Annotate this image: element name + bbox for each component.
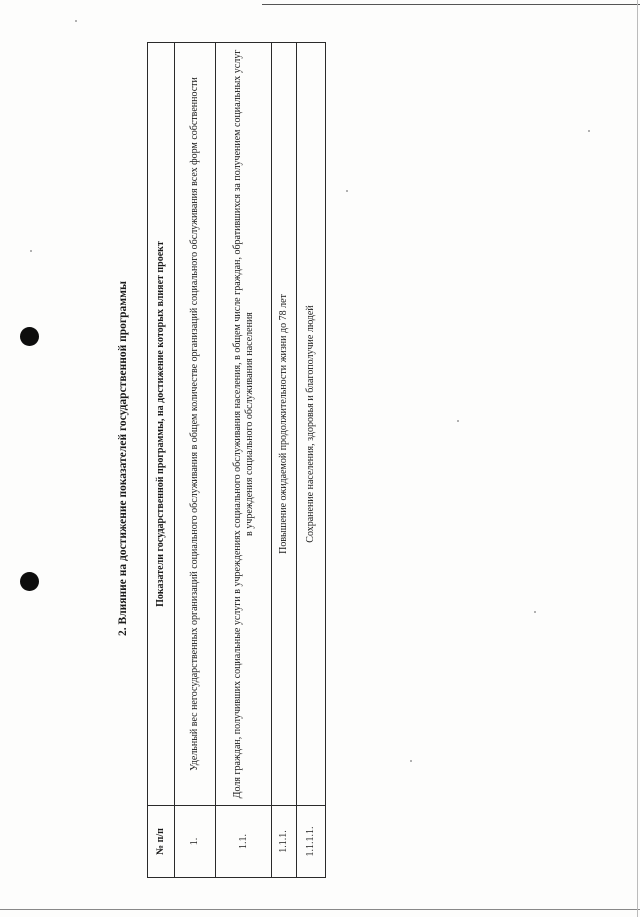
table-row — [175, 43, 216, 878]
scan-edge-right — [637, 0, 638, 917]
row-text: Сохранение населения, здоровья и благополучие людей — [297, 43, 326, 806]
scan-speck — [534, 611, 536, 613]
header-indicator: Показатели государственной программы, на достижение которых влияет проект — [148, 43, 175, 806]
table-row — [216, 43, 272, 878]
row-num: 1.1. — [216, 806, 272, 878]
table-row — [272, 43, 297, 878]
section-heading: 2. Влияние на достижение показателей государственной программы — [117, 281, 129, 636]
header-num: № п/п — [148, 806, 175, 878]
row-text: Доля граждан, получивших социальные услуги в учреждениях социального обслуживания населения, в общем числе граждан, обратившихся за получением социальных услуг в учреждения социального обслуживания населения — [216, 43, 272, 806]
scan-speck — [75, 20, 77, 22]
punch-hole — [20, 572, 39, 591]
row-num: 1.1.1. — [272, 806, 297, 878]
punch-hole — [20, 327, 39, 346]
scan-speck — [457, 420, 459, 422]
row-text: Удельный вес негосударственных организаций социального обслуживания в общем количестве организаций социального обслуживания всех форм собственности — [175, 43, 216, 806]
scan-edge-top — [262, 4, 640, 5]
scan-speck — [30, 250, 32, 252]
rotated-content — [112, 36, 327, 881]
row-text: Повышение ожидаемой продолжительности жизни до 78 лет — [272, 43, 297, 806]
scan-speck — [588, 130, 590, 132]
table-row — [297, 43, 326, 878]
table-header-row — [148, 43, 175, 878]
scan-speck — [346, 190, 348, 192]
indicators-table — [147, 42, 326, 878]
scan-edge-bottom — [0, 909, 640, 910]
row-num: 1.1.1.1. — [297, 806, 326, 878]
row-num: 1. — [175, 806, 216, 878]
scan-speck — [410, 760, 412, 762]
